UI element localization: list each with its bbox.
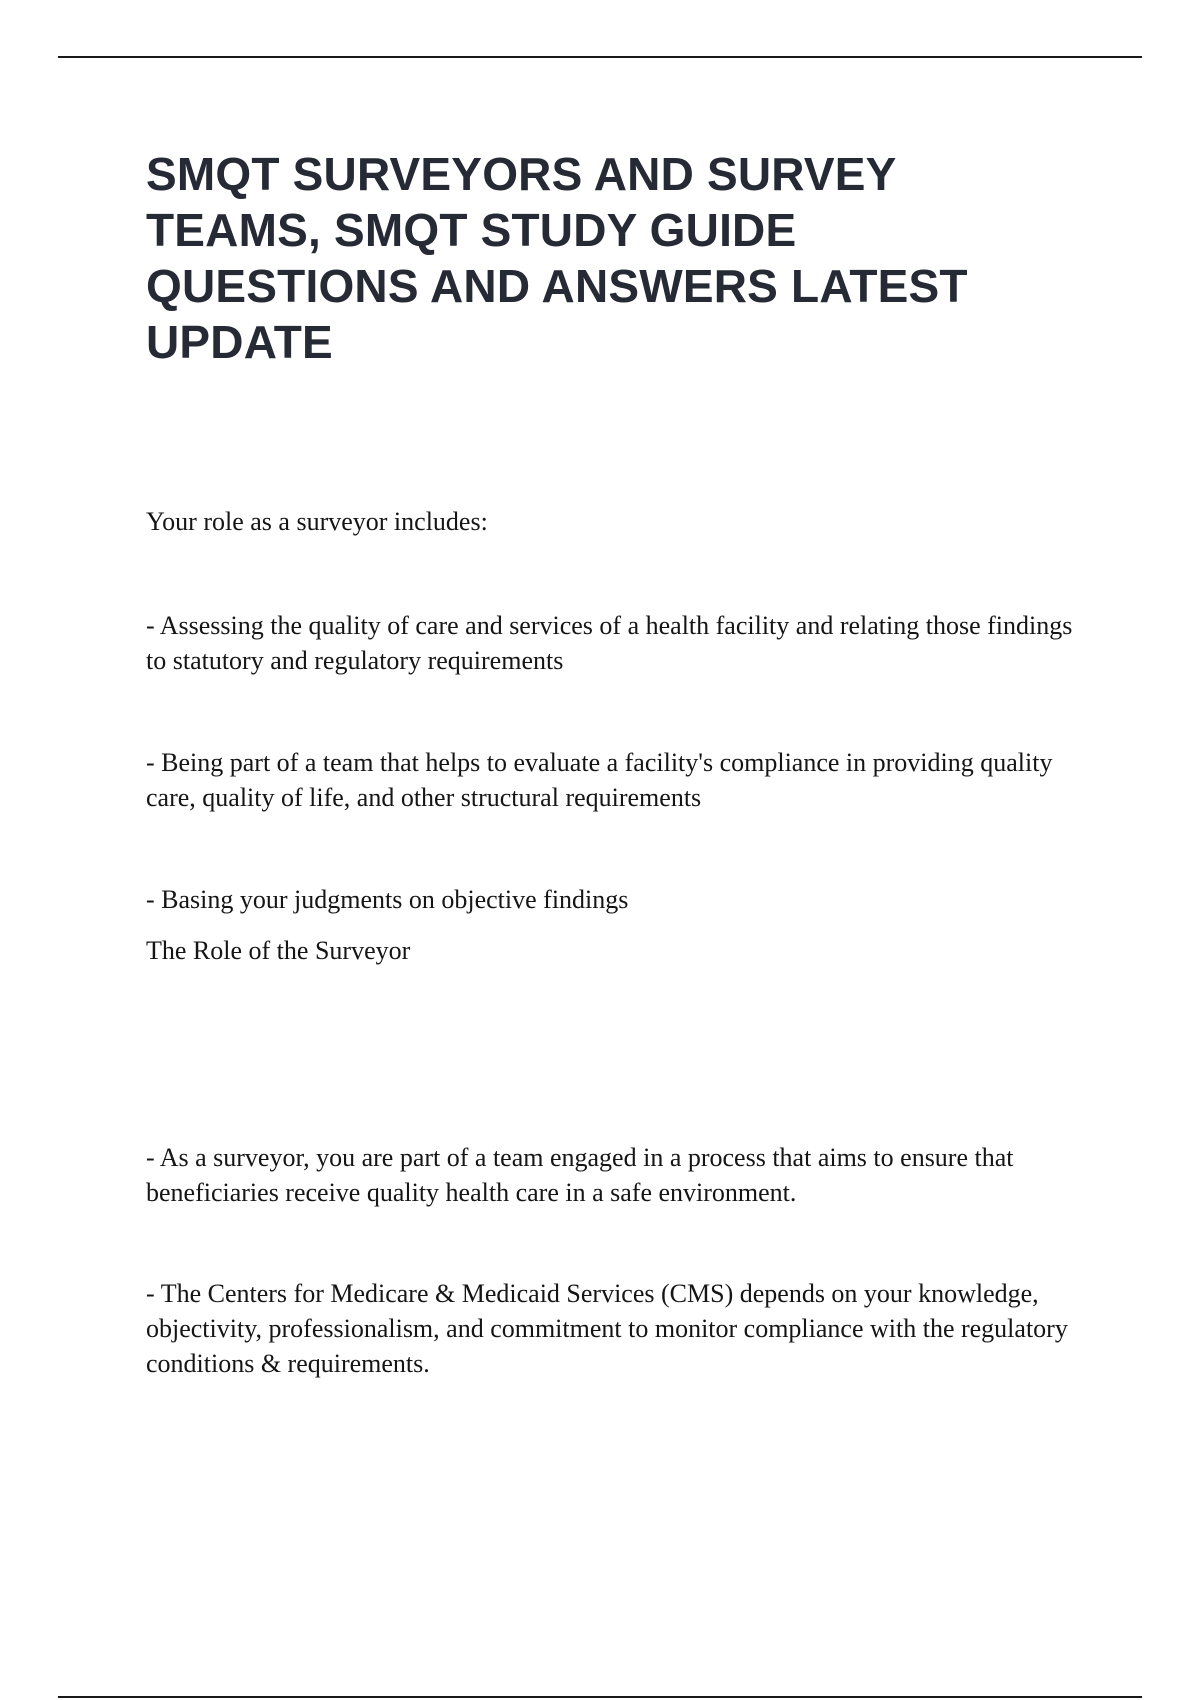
bullet-paragraph-4: - As a surveyor, you are part of a team engaged in a process that aims to ensure that beneficiaries receive quality health care in a safe environment. bbox=[146, 1143, 1014, 1207]
answer-paragraph: The Role of the Surveyor bbox=[146, 936, 411, 965]
top-divider bbox=[58, 56, 1142, 58]
bullet-paragraph-3: - Basing your judgments on objective findings bbox=[146, 885, 629, 914]
intro-paragraph: Your role as a surveyor includes: bbox=[146, 507, 488, 536]
bullet-paragraph-5: - The Centers for Medicare & Medicaid Services (CMS) depends on your knowledge, objectivity, professionalism, and commitment to monitor compliance with the regulatory conditions & requirements. bbox=[146, 1279, 1068, 1378]
bullet-paragraph-2: - Being part of a team that helps to evaluate a facility's compliance in providing quality care, quality of life, and other structural requirements bbox=[146, 748, 1053, 812]
bullet-paragraph-1: - Assessing the quality of care and services of a health facility and relating those findings to statutory and regulatory requirements bbox=[146, 611, 1073, 675]
document-title: SMQT SURVEYORS AND SURVEY TEAMS, SMQT STUDY GUIDE QUESTIONS AND ANSWERS LATEST UPDATE bbox=[146, 148, 968, 368]
bottom-divider bbox=[58, 1696, 1142, 1698]
